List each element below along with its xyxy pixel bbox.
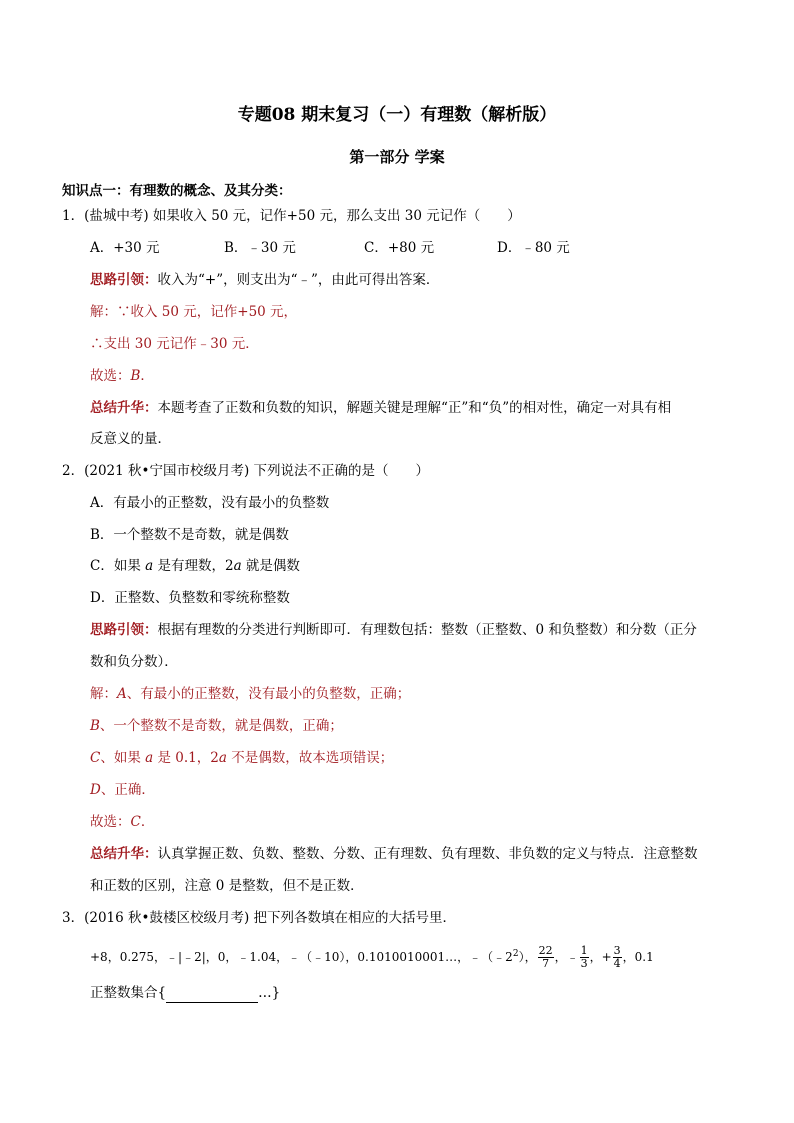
q2-option-c-var2: a: [233, 558, 242, 574]
knowledge-point-heading: 知识点一：有理数的概念、及其分类：: [62, 183, 292, 199]
q2-solution-b: [90, 716, 343, 736]
q3-fraction-22-7: [538, 945, 554, 970]
q1-hint-text: 收入为“+”，则支出为“﹣”，由此可得出答案．: [157, 272, 440, 288]
q2-option-a: A．有最小的正整数，没有最小的负整数: [90, 495, 330, 511]
q2-option-c-prefix: C．如果: [90, 558, 146, 574]
q1-summary-text1: 本题考查了正数和负数的知识，解题关键是理解“正”和“负”的相对性，确定一对具有相: [157, 400, 672, 416]
q1-option-a: A．+30 元: [90, 240, 160, 256]
q2-hint-line1: [90, 620, 697, 640]
q2-solution-b-var: B: [90, 718, 100, 734]
q1-choose-label: 故选：: [90, 368, 131, 384]
q3-numbers-part2: ），: [518, 950, 537, 964]
q2-hint-label: 思路引领：: [90, 622, 158, 638]
section-title: 第一部分 学案: [349, 148, 445, 166]
q2-solution-a-text: 、有最小的正整数，没有最小的负整数，正确；: [126, 686, 411, 702]
q3-exponent: 2: [512, 949, 519, 959]
q1-hint: [90, 270, 439, 290]
q2-summary-label: 总结升华：: [90, 846, 158, 862]
q3-separator1: ，﹣: [554, 950, 579, 964]
q2-solution-d-text: 、正确．: [100, 782, 155, 798]
q3-number-list: [90, 940, 654, 971]
q3-frac1-denominator: 7: [542, 957, 550, 970]
q2-solution-prefix: 解：: [90, 686, 117, 702]
q2-solution-c-text: 不是偶数，故本选项错误；: [226, 750, 394, 766]
q2-option-d: D．正整数、负整数和零统称整数: [90, 590, 290, 606]
q2-option-c-mid: 是有理数，2: [153, 558, 234, 574]
q1-summary-line2: 反意义的量．: [90, 431, 171, 447]
q2-answer-letter: C: [130, 814, 141, 830]
q2-solution-c-a2: a: [218, 750, 227, 766]
q3-fraction-1-3: [580, 945, 589, 970]
q2-stem: 2．(2021 秋•宁国市校级月考) 下列说法不正确的是（ ）: [62, 463, 430, 479]
q1-summary-label: 总结升华：: [90, 400, 158, 416]
q2-solution-c-mid: 、如果: [100, 750, 146, 766]
q2-option-c: [90, 556, 300, 576]
q2-solution-c-a: a: [145, 750, 154, 766]
q3-positive-integer-set: [90, 983, 280, 1003]
q3-separator2: ，+: [589, 950, 612, 964]
q1-solution-line1: 解：∵收入 50 元，记作+50 元，: [90, 304, 298, 320]
q2-option-b: B．一个整数不是奇数，就是偶数: [90, 527, 289, 543]
q2-solution-a-var: A: [117, 686, 127, 702]
q3-frac2-numerator: 1: [580, 944, 588, 957]
q3-answer-blank[interactable]: [166, 988, 258, 1003]
q3-frac2-denominator: 3: [580, 957, 588, 970]
q2-solution-c-mid2: 是 0.1，2: [153, 750, 219, 766]
q2-choose-label: 故选：: [90, 814, 131, 830]
q3-set-label: 正整数集合{: [90, 985, 167, 1001]
q1-option-d: D．﹣80 元: [497, 240, 570, 256]
q3-frac1-numerator: 22: [538, 944, 553, 957]
q2-solution-c: [90, 748, 393, 768]
q3-numbers-end: ，0.1: [622, 950, 654, 964]
q1-hint-label: 思路引领：: [90, 272, 158, 288]
q1-summary-line1: [90, 398, 671, 418]
q2-solution-b-text: 、一个整数不是奇数，就是偶数，正确；: [99, 718, 343, 734]
q2-hint-line2: 数和负分数）．: [90, 654, 178, 670]
document-title: 专题08 期末复习（一）有理数（解析版）: [237, 105, 557, 125]
q2-solution-a: [90, 684, 410, 704]
q3-numbers-part1: +8，0.275，﹣|﹣2|，0，﹣1.04，﹣（﹣10），0.1010010001…，﹣（﹣2: [90, 950, 513, 964]
q1-option-c: C．+80 元: [364, 240, 435, 256]
q1-answer: 故选：B．: [90, 368, 154, 384]
q2-solution-c-var: C: [90, 750, 101, 766]
q2-summary-line1: [90, 844, 698, 864]
q2-summary-line2: 和正数的区别，注意 0 是整数，但不是正数．: [90, 878, 364, 894]
q3-set-end: …}: [258, 985, 281, 1001]
q2-summary-text1: 认真掌握正数、负数、整数、分数、正有理数、负有理数、非负数的定义与特点．注意整数: [157, 846, 698, 862]
q2-solution-d: [90, 780, 155, 800]
q1-solution-line2: ∴支出 30 元记作﹣30 元．: [90, 336, 259, 352]
q3-frac3-denominator: 4: [613, 957, 621, 970]
q1-option-b: B．﹣30 元: [224, 240, 296, 256]
q2-option-c-var: a: [145, 558, 154, 574]
q1-stem: 1．(盐城中考) 如果收入 50 元，记作+50 元，那么支出 30 元记作（ ）: [62, 208, 521, 224]
q2-solution-d-var: D: [90, 782, 101, 798]
q2-option-c-suffix: 就是偶数: [241, 558, 300, 574]
q3-frac3-numerator: 3: [613, 944, 621, 957]
q2-hint-text1: 根据有理数的分类进行判断即可．有理数包括：整数（正整数、0 和负整数）和分数（正分: [157, 622, 697, 638]
q3-stem: 3．(2016 秋•鼓楼区校级月考) 把下列各数填在相应的大括号里．: [62, 910, 457, 926]
q1-answer-letter: B: [130, 368, 141, 384]
q2-answer: 故选：C．: [90, 814, 155, 830]
q3-fraction-3-4: [613, 945, 622, 970]
